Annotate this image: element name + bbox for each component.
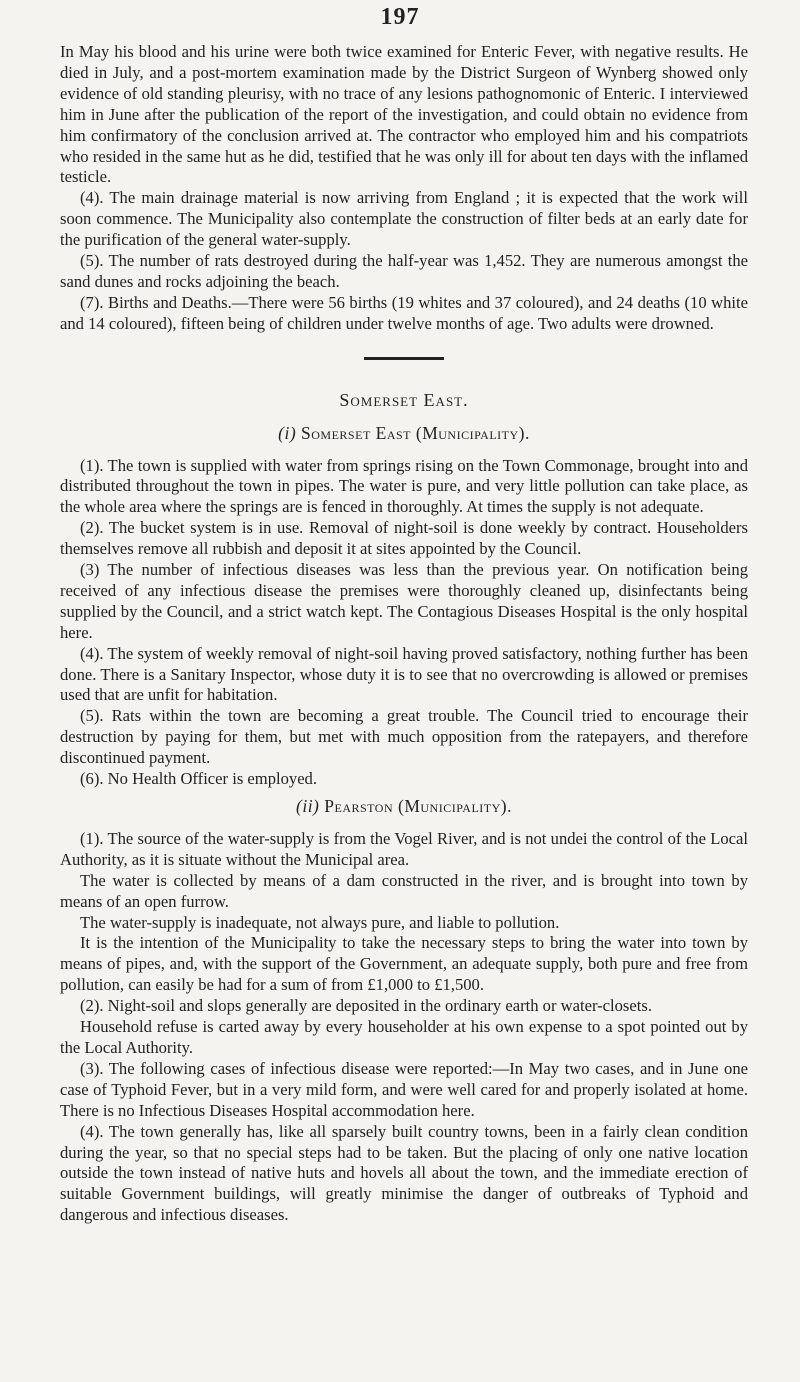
paragraph: (2). Night-soil and slops generally are deposited in the ordinary earth or water-closets. (80, 996, 652, 1016)
paragraph: (4). The town generally has, like all sparsely built country towns, been in a fairly clean condition during the year, so that no special steps had to be taken. But the placing of only one native location outside the town instead of native huts and hovels all about the town, and the immediate erection of suitable Government buildings, will greatly minimise the danger of outbreaks of Typhoid and dangerous and infectious diseases. (60, 1121, 748, 1225)
subsection-title: Pearston (Municipality). (324, 796, 512, 816)
paragraph: (4). The system of weekly removal of night-soil having proved satisfactory, nothing further has been done. There is a Sanitary Inspector, whose duty it is to see that no overcrowding is allowed or premises used that are unfit for habitation. (60, 643, 748, 705)
paragraph: (1). The source of the water-supply is from the Vogel River, and is not undei the control of the Local Authority, as it is situate without the Municipal area. (60, 828, 748, 869)
page-number: 197 (380, 4, 420, 30)
subsection-title: Somerset East (Municipality). (301, 422, 530, 443)
paragraph: (5). The number of rats destroyed during the half-year was 1,452. They are numerous amongst the sand dunes and rocks adjoining the beach. (60, 251, 748, 291)
paragraph: (3) The number of infectious diseases was less than the previous year. On notification being received of any infectious disease the premises were thoroughly cleaned up, disinfectants being supplied by the Council, and a strict watch kept. The Contagious Diseases Hospital is the only hospital here. (60, 560, 748, 642)
paragraph: The water is collected by means of a dam constructed in the river, and is brought into town by means of an open furrow. (60, 870, 748, 911)
paragraph: (7). Births and Deaths.—There were 56 births (19 whites and 37 coloured), and 24 deaths (10 white and 14 coloured), fifteen being of children under twelve months of age. Two adults were drowned. (60, 292, 748, 333)
paragraph: (4). The main drainage material is now arriving from England ; it is expected that the work will soon commence. The Municipality also contemplate the construction of filter beds at an early date for the purification of the general water-supply. (60, 188, 748, 250)
paragraph: (5). Rats within the town are becoming a great trouble. The Council tried to encourage their destruction by paying for them, but met with much opposition from the ratepayers, and therefore discontinued payment. (60, 706, 748, 768)
document-body (60, 42, 748, 1226)
paragraph: The water-supply is inadequate, not always pure, and liable to pollution. (80, 912, 560, 932)
paragraph: Household refuse is carted away by every householder at his own expense to a spot pointed out by the Local Authority. (60, 1017, 748, 1057)
paragraph: (1). The town is supplied with water from springs rising on the Town Commonage, brought into and distributed throughout the town in pipes. The water is pure, and very little pollution can take place, as the whole area where the springs are is fenced in thoroughly. At times the supply is not adequate. (60, 455, 748, 517)
paragraph: (3). The following cases of infectious disease were reported:—In May two cases, and in June one case of Typhoid Fever, but in a very mild form, and were well cared for and properly isolated at home. There is no Infectious Diseases Hospital accommodation here. (60, 1058, 748, 1120)
section-heading: Somerset East. (339, 389, 469, 410)
subsection-heading (60, 423, 748, 444)
subsection-heading (60, 796, 748, 817)
paragraph: It is the intention of the Municipality to take the necessary steps to bring the water into town by means of pipes, and, with the support of the Government, an adequate supply, both pure and free from pollution, can easily be had for a sum of from £1,000 to £1,500. (60, 933, 748, 995)
subsection-number: (i) (278, 422, 297, 443)
paragraph: (2). The bucket system is in use. Removal of night-soil is done weekly by contract. Householders themselves remove all rubbish and deposit it at sites appointed by the Council. (60, 518, 748, 559)
subsection-number: (ii) (296, 796, 320, 816)
paragraph: (6). No Health Officer is employed. (80, 769, 318, 789)
paragraph: In May his blood and his urine were both twice examined for Enteric Fever, with negative results. He died in July, and a post-mortem examination made by the District Surgeon of Wynberg showed only evidence of old standing pleurisy, with no trace of any lesions pathognomonic of Enteric. I interviewed him in June after the publication of the report of the investigation, and could obtain no evidence from him confirmatory of the conclusion arrived at. The contractor who employed him and his compatriots who resided in the same hut as he did, testified that he was only ill for about ten days with the inflamed testicle. (60, 42, 748, 187)
section-divider (364, 357, 444, 360)
